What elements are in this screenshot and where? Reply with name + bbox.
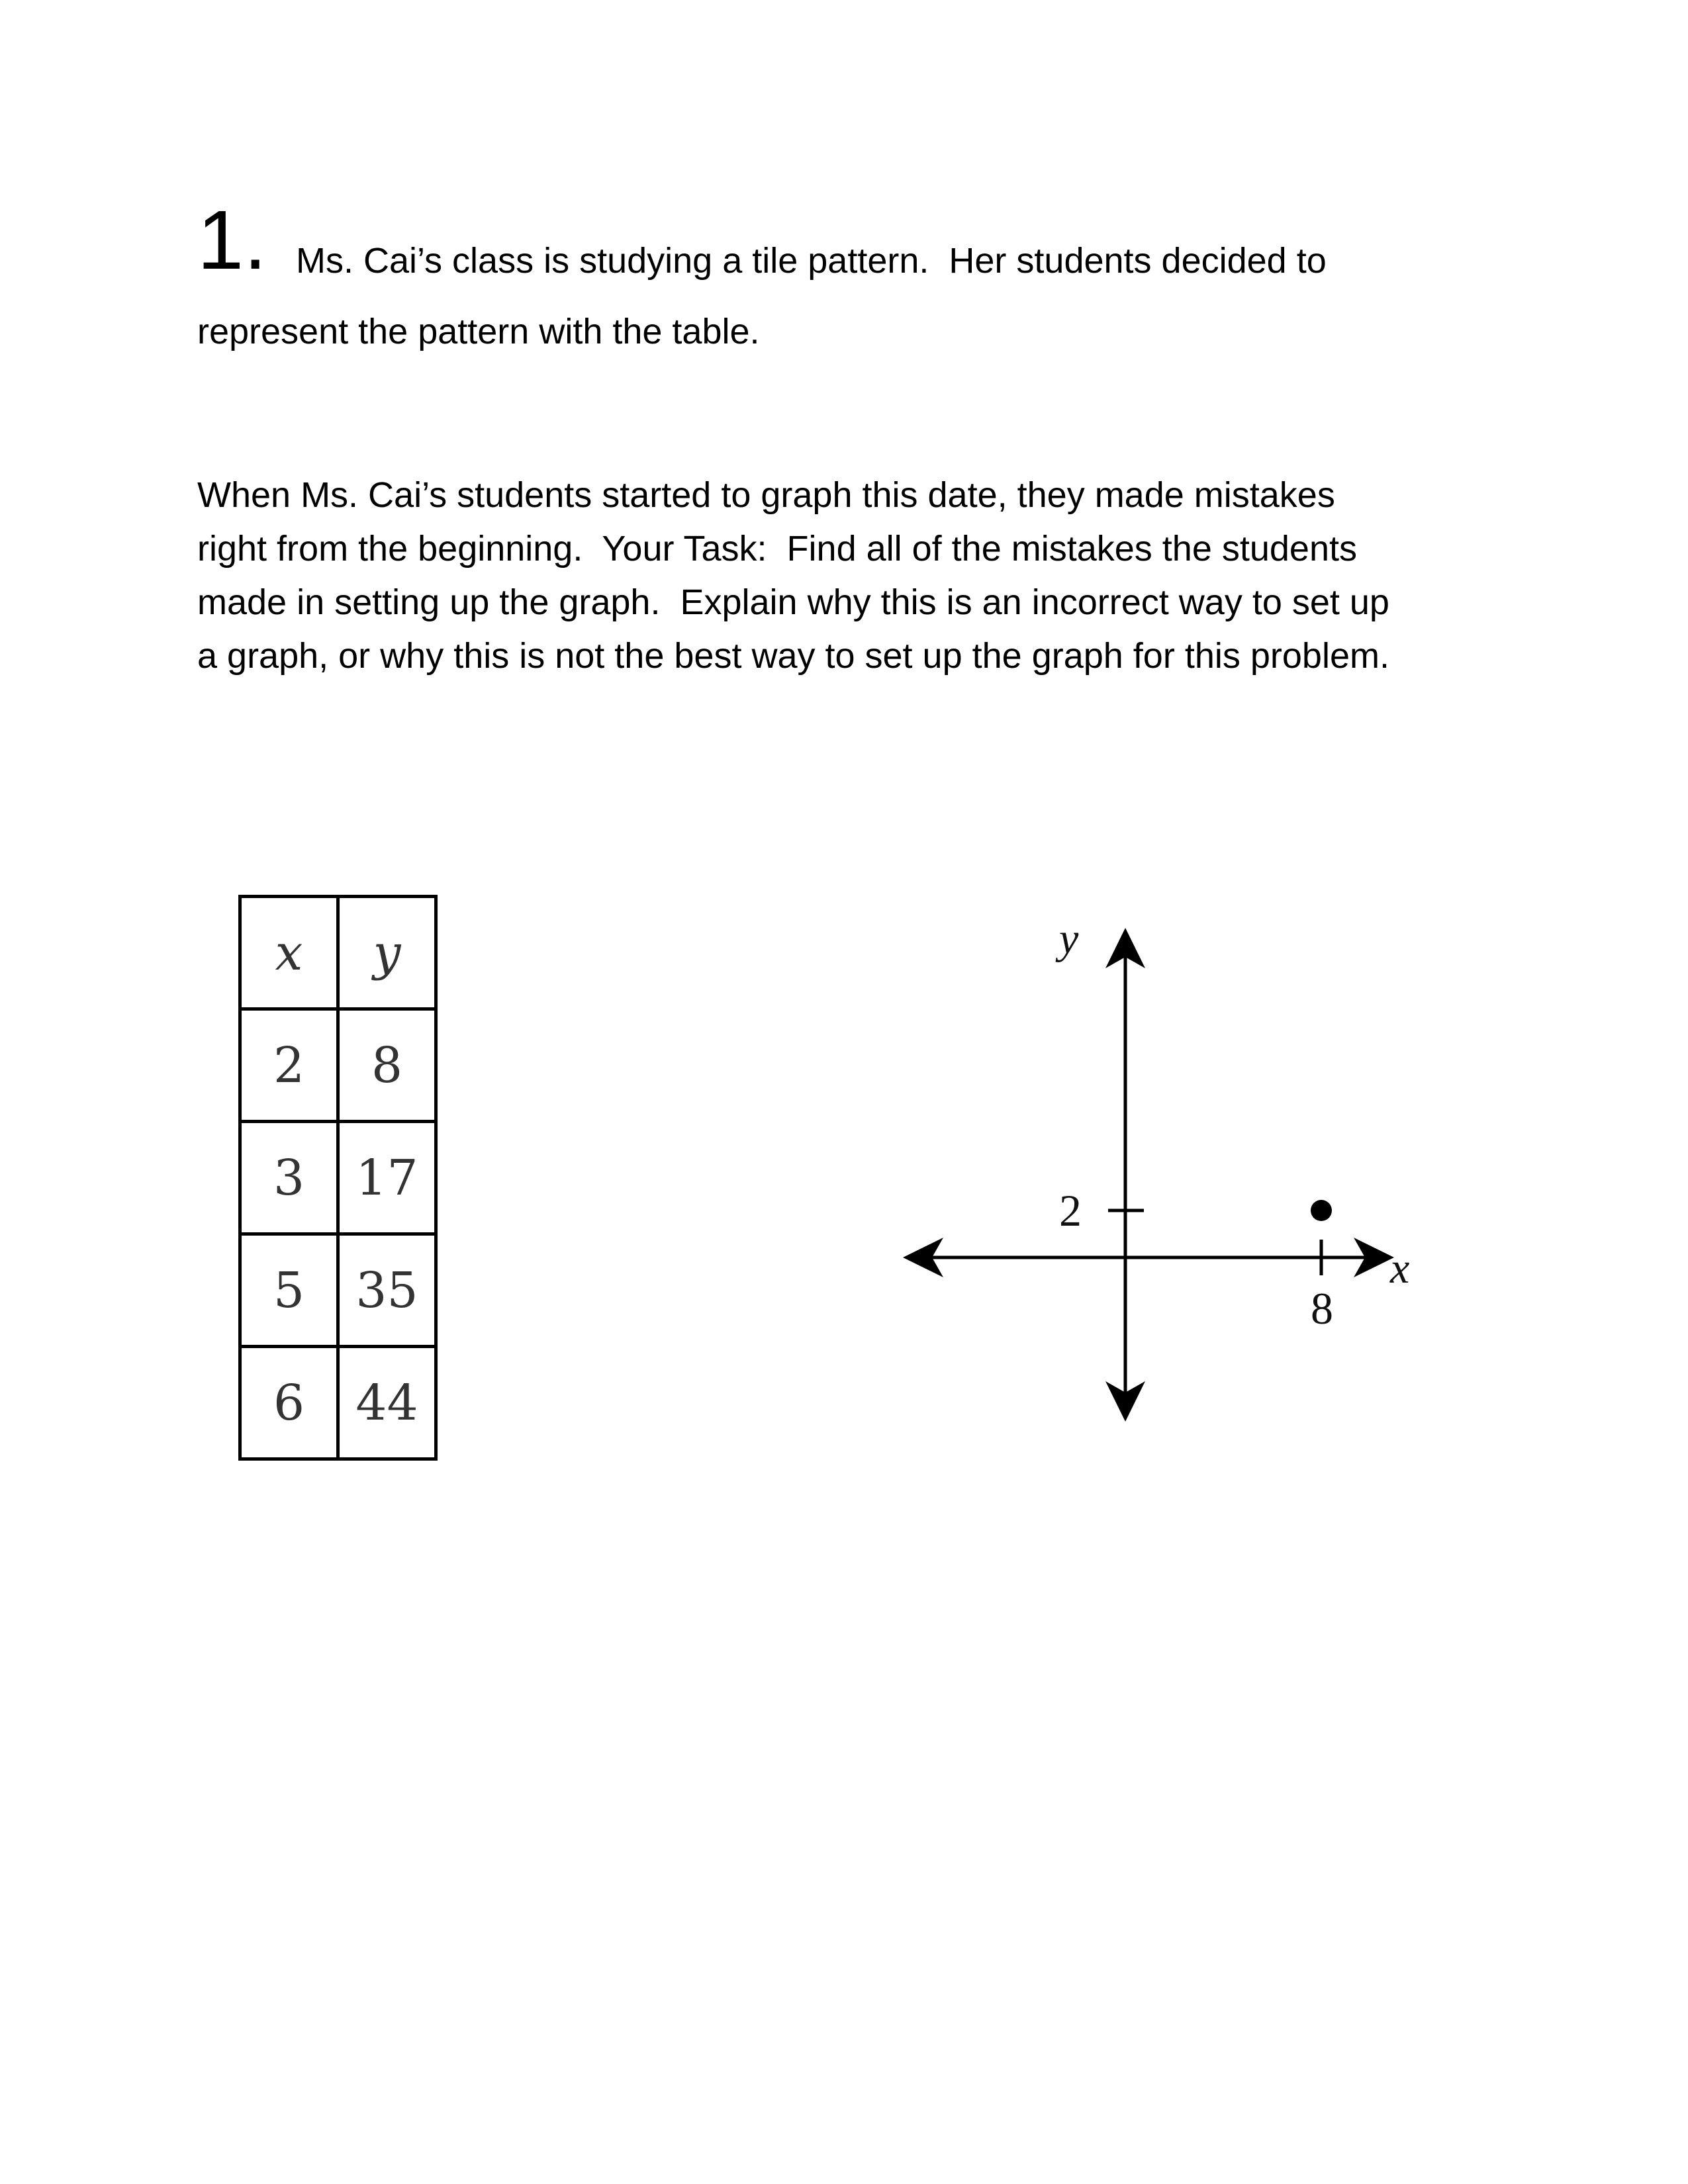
table-cell-y: 35 bbox=[338, 1234, 436, 1347]
table-cell-y: 44 bbox=[338, 1347, 436, 1459]
table-cell-x: 2 bbox=[240, 1009, 338, 1122]
table-header-x: x bbox=[240, 897, 338, 1009]
x-tick-label: 8 bbox=[1311, 1283, 1333, 1334]
table-row bbox=[240, 1347, 436, 1459]
xy-table bbox=[238, 895, 438, 1461]
table-row bbox=[240, 1234, 436, 1347]
coordinate-graph bbox=[861, 887, 1430, 1443]
question-number: 1. bbox=[197, 193, 267, 287]
table-cell-x: 3 bbox=[240, 1122, 338, 1234]
task-paragraph bbox=[197, 469, 1389, 683]
table-header-y: y bbox=[338, 897, 436, 1009]
table-row bbox=[240, 1122, 436, 1234]
plotted-point bbox=[1311, 1200, 1332, 1221]
y-axis-label: y bbox=[1059, 915, 1079, 963]
table-cell-x: 6 bbox=[240, 1347, 338, 1459]
question-intro-line-1: Ms. Cai’s class is studying a tile pattern. Her students decided to bbox=[296, 241, 1327, 281]
x-axis-label: x bbox=[1390, 1244, 1410, 1293]
table-header-row bbox=[240, 897, 436, 1009]
table-row bbox=[240, 1009, 436, 1122]
task-line: right from the beginning. Your Task: Find all of the mistakes the students bbox=[197, 529, 1357, 569]
table-cell-y: 17 bbox=[338, 1122, 436, 1234]
task-line: a graph, or why this is not the best way to set up the graph for this problem. bbox=[197, 636, 1389, 676]
task-line: When Ms. Cai’s students started to graph this date, they made mistakes bbox=[197, 475, 1335, 515]
y-tick-label: 2 bbox=[1059, 1185, 1082, 1236]
table-cell-y: 8 bbox=[338, 1009, 436, 1122]
question-intro-line-2: represent the pattern with the table. bbox=[197, 312, 760, 351]
table-cell-x: 5 bbox=[240, 1234, 338, 1347]
task-line: made in setting up the graph. Explain why this is an incorrect way to set up bbox=[197, 582, 1389, 622]
